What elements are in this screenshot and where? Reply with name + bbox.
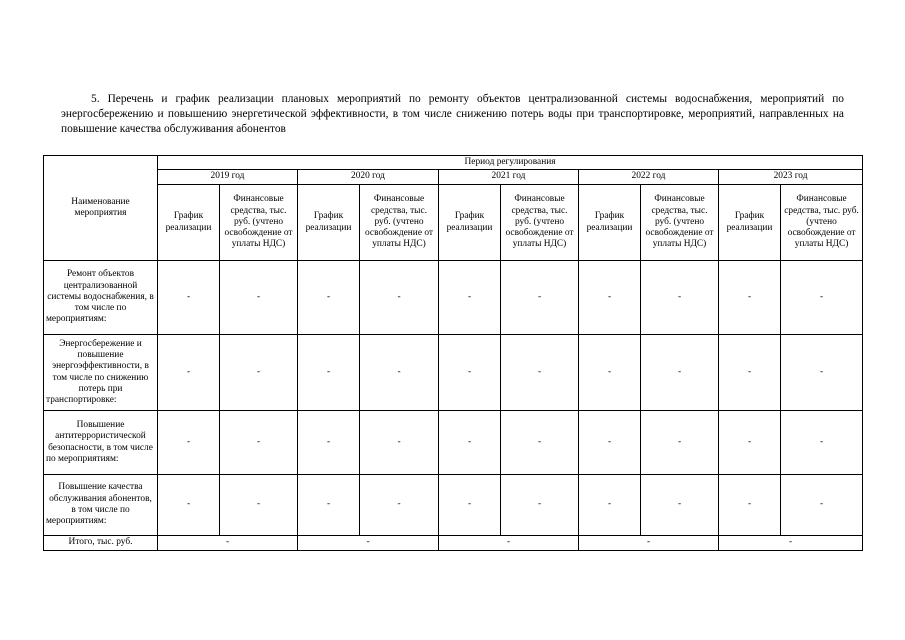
total-value: - [579,536,719,551]
schedule-cell: - [719,475,781,536]
finance-cell: - [641,411,719,475]
finance-cell: - [360,335,439,411]
schedule-cell: - [719,335,781,411]
finance-header: Финансовые средства, тыс. руб. (учтено освобождение от уплаты НДС) [641,185,719,261]
schedule-cell: - [158,335,220,411]
finance-cell: - [641,261,719,335]
schedule-cell: - [579,475,641,536]
finance-cell: - [781,411,863,475]
year-header: 2022 год [579,170,719,185]
schedule-cell: - [579,261,641,335]
schedule-header: График реализации [158,185,220,261]
finance-cell: - [501,475,579,536]
finance-cell: - [781,475,863,536]
schedule-cell: - [158,475,220,536]
schedule-cell: - [298,335,360,411]
finance-cell: - [220,335,298,411]
table-row [44,475,863,536]
schedule-cell: - [439,261,501,335]
finance-cell: - [781,261,863,335]
schedule-cell: - [298,475,360,536]
schedule-cell: - [439,475,501,536]
schedule-cell: - [158,261,220,335]
header-row-period [44,156,863,170]
schedule-cell: - [298,261,360,335]
year-header: 2023 год [719,170,863,185]
finance-header: Финансовые средства, тыс. руб. (учтено освобождение от уплаты НДС) [220,185,298,261]
schedule-header: График реализации [439,185,501,261]
schedule-header: График реализации [579,185,641,261]
total-label: Итого, тыс. руб. [44,536,158,551]
finance-cell: - [781,335,863,411]
activity-name: Повышение качества обслуживания абонентов, в том числе по мероприятиям: [44,475,158,536]
year-header: 2021 год [439,170,579,185]
activities-table [43,155,863,551]
finance-cell: - [501,411,579,475]
table-row [44,261,863,335]
finance-header: Финансовые средства, тыс. руб. (учтено освобождение от уплаты НДС) [501,185,579,261]
schedule-header: График реализации [298,185,360,261]
total-value: - [719,536,863,551]
finance-cell: - [360,261,439,335]
schedule-cell: - [579,411,641,475]
finance-cell: - [641,335,719,411]
header-row-years [44,170,863,185]
schedule-cell: - [439,411,501,475]
finance-header: Финансовые средства, тыс. руб. (учтено освобождение от уплаты НДС) [781,185,863,261]
activity-name: Повышение антитеррористической безопасности, в том числе по мероприятиям: [44,411,158,475]
header-row-subcolumns [44,185,863,261]
finance-cell: - [501,335,579,411]
schedule-cell: - [719,261,781,335]
name-column-header: Наименование мероприятия [44,156,158,261]
table-row [44,335,863,411]
table-row [44,411,863,475]
finance-cell: - [220,261,298,335]
finance-cell: - [501,261,579,335]
section-title: Перечень и график реализации плановых мероприятий по ремонту объектов централизованной системы водоснабжения, мероприятий по энергосбережению и повышению энергетической эффективности, в том числе снижению потерь воды при транспортировке, мероприятий, направленных на повышение качества обслуживания абонентов [61,93,844,135]
finance-header: Финансовые средства, тыс. руб. (учтено освобождение от уплаты НДС) [360,185,439,261]
period-header: Период регулирования [158,156,863,170]
activity-name: Ремонт объектов централизованной системы водоснабжения, в том числе по мероприятиям: [44,261,158,335]
finance-cell: - [220,475,298,536]
schedule-cell: - [579,335,641,411]
activity-name: Энергосбережение и повышение энергоэффективности, в том числе по снижению потерь при транспортировке: [44,335,158,411]
total-value: - [439,536,579,551]
total-value: - [298,536,439,551]
schedule-cell: - [158,411,220,475]
schedule-cell: - [719,411,781,475]
year-header: 2020 год [298,170,439,185]
schedule-cell: - [439,335,501,411]
total-row [44,536,863,551]
schedule-cell: - [298,411,360,475]
finance-cell: - [360,475,439,536]
year-header: 2019 год [158,170,298,185]
finance-cell: - [360,411,439,475]
section-heading [61,92,844,137]
total-value: - [158,536,298,551]
section-number: 5. [91,93,100,105]
finance-cell: - [220,411,298,475]
finance-cell: - [641,475,719,536]
schedule-header: График реализации [719,185,781,261]
